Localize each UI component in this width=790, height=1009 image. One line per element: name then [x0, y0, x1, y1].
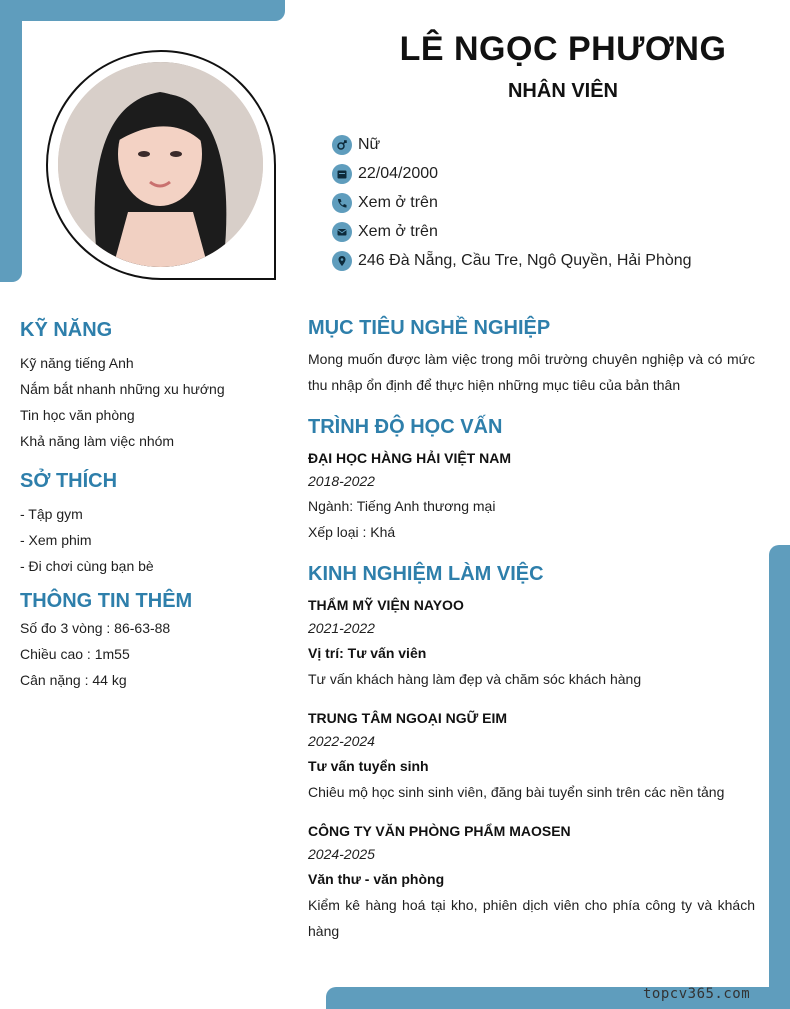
candidate-name: LÊ NGỌC PHƯƠNG — [399, 30, 727, 68]
decor-left-bar — [0, 0, 22, 282]
job-years: 2021-2022 — [308, 620, 375, 636]
extra-info-item: Số đo 3 vòng : 86-63-88 — [20, 620, 171, 636]
decor-right-bar — [769, 545, 790, 1009]
objective-title: MỤC TIÊU NGHỀ NGHIỆP — [308, 317, 551, 339]
contact-list — [332, 130, 692, 275]
contact-address — [332, 246, 692, 275]
hobby-item: - Tập gym — [20, 506, 83, 522]
hobbies-title: SỞ THÍCH — [20, 470, 118, 492]
contact-text: Xem ở trên — [358, 222, 438, 240]
extra-info-title: THÔNG TIN THÊM — [20, 590, 193, 612]
location-icon — [332, 251, 352, 271]
job-description: Chiêu mộ học sinh sinh viên, đăng bài tuyển sinh trên các nền tảng — [308, 784, 725, 800]
footer-watermark: topcv365.com — [643, 986, 751, 1002]
job-position: Vị trí: Tư vấn viên — [308, 645, 427, 661]
skill-item: Nắm bắt nhanh những xu hướng — [20, 381, 225, 397]
contact-birthday — [332, 159, 692, 188]
contact-email — [332, 217, 692, 246]
job-description: Tư vấn khách hàng làm đẹp và chăm sóc khách hàng — [308, 671, 642, 687]
hobby-item: - Xem phim — [20, 532, 92, 548]
skills-title: KỸ NĂNG — [20, 319, 113, 341]
candidate-role: NHÂN VIÊN — [507, 80, 618, 102]
job-position: Tư vấn tuyển sinh — [308, 758, 429, 774]
education-major: Ngành: Tiếng Anh thương mại — [308, 498, 496, 514]
experience-title: KINH NGHIỆM LÀM VIỆC — [308, 563, 544, 585]
extra-info-item: Chiều cao : 1m55 — [20, 646, 130, 662]
job-company: TRUNG TÂM NGOẠI NGỮ EIM — [308, 710, 508, 726]
contact-text: Xem ở trên — [358, 193, 438, 211]
job-years: 2024-2025 — [308, 846, 375, 862]
skill-item: Tin học văn phòng — [20, 407, 135, 423]
education-school: ĐẠI HỌC HÀNG HẢI VIỆT NAM — [308, 450, 511, 466]
email-icon — [332, 222, 352, 242]
contact-text: 22/04/2000 — [358, 164, 439, 182]
education-years: 2018-2022 — [308, 473, 375, 489]
decor-top-bar — [0, 0, 285, 21]
objective-text: Mong muốn được làm việc trong môi trường chuyên nghiệp và có mức thu nhập ổn định để thực hiện những mục tiêu của bản thân — [308, 351, 755, 393]
skill-item: Khả năng làm việc nhóm — [20, 433, 175, 449]
education-title: TRÌNH ĐỘ HỌC VẤN — [308, 416, 503, 438]
extra-info-item: Cân nặng : 44 kg — [20, 672, 127, 688]
gender-icon — [332, 135, 352, 155]
contact-phone — [332, 188, 692, 217]
profile-photo — [58, 62, 263, 267]
job-years: 2022-2024 — [308, 733, 375, 749]
phone-icon — [332, 193, 352, 213]
contact-text: 246 Đà Nẵng, Cầu Tre, Ngô Quyền, Hải Phòng — [358, 251, 692, 269]
hobby-item: - Đi chơi cùng bạn bè — [20, 558, 154, 574]
job-position: Văn thư - văn phòng — [308, 871, 445, 887]
calendar-icon — [332, 164, 352, 184]
job-description: Kiểm kê hàng hoá tại kho, phiên dịch viên cho phía công ty và khách hàng — [308, 897, 755, 939]
education-grade: Xếp loại : Khá — [308, 524, 396, 540]
contact-text: Nữ — [358, 135, 381, 153]
contact-gender — [332, 130, 692, 159]
job-company: CÔNG TY VĂN PHÒNG PHẨM MAOSEN — [308, 823, 571, 839]
skill-item: Kỹ năng tiếng Anh — [20, 355, 134, 371]
job-company: THẨM MỸ VIỆN NAYOO — [308, 597, 464, 613]
